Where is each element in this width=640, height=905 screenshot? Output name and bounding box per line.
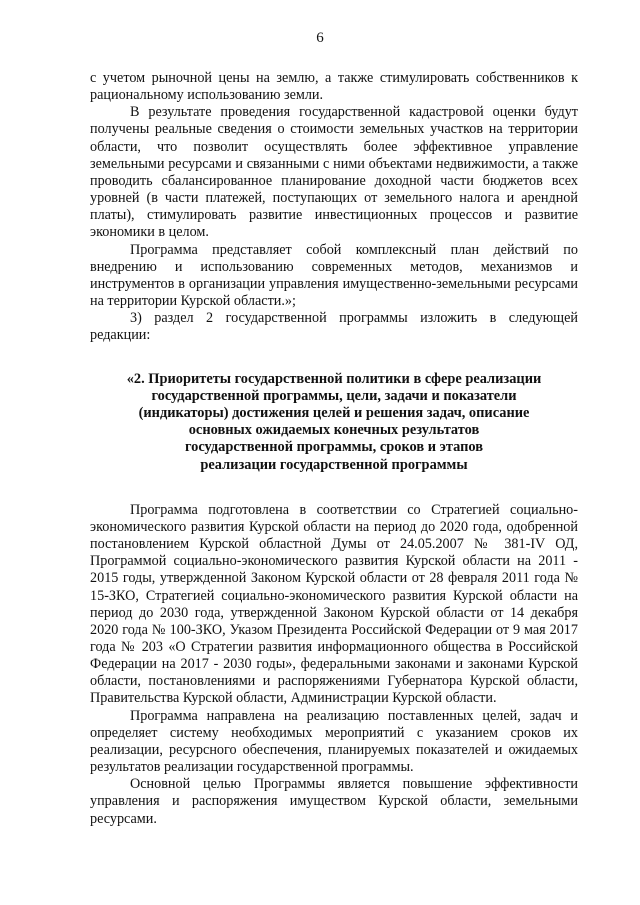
heading-line: государственной программы, цели, задачи и показатели: [151, 387, 517, 404]
section-heading: [90, 371, 578, 474]
paragraph-cadastral-valuation: В результате проведения государственной кадастровой оценки будут получены реальные сведения о стоимости земельных участков на территории области, что позволит осуществлять более эффективное управление земельными ресурсами и связанными с ними объектами недвижимости, а также проводить сбалансированное планирование доходной части бюджетов всех уровней (в части платежей, поступающих от земельного налога и арендной платы), стимулировать развитие инвестиционных процессов и развитие экономики в целом.: [90, 104, 578, 241]
heading-line: государственной программы, сроков и этапов: [184, 439, 484, 456]
document-body: [90, 70, 578, 828]
heading-line: реализации государственной программы: [200, 456, 468, 473]
paragraph-section-amendment: 3) раздел 2 государственной программы изложить в следующей редакции:: [90, 310, 578, 344]
paragraph-program-basis: Программа подготовлена в соответствии со Стратегией социально-экономического развития Курской области на период до 2020 года, одобренной постановлением Курской областной Думы от 24.05.2007 № 381-IV ОД, Программой социально-экономического развития Курской области на 2011 - 2015 годы, утвержденной Законом Курской области от 28 февраля 2011 года № 15-ЗКО, Стратегией социально-экономического развития Курской области на период до 2030 года, утвержденной Законом Курской области от 14 декабря 2020 года № 100-ЗКО, Указом Президента Российской Федерации от 9 мая 2017 года № 203 «О Стратегии развития информационного общества в Российской Федерации на 2017 - 2030 годы», федеральными законами и законами Курской области, постановлениями и распоряжениями Губернатора Курской области, Правительства Курской области, Администрации Курской области.: [90, 501, 578, 707]
paragraph-program-direction: Программа направлена на реализацию поставленных целей, задач и определяет систему необходимых мероприятий с указанием сроков их реализации, ресурсного обеспечения, планируемых показателей и ожидаемых результатов реализации государственной программы.: [90, 707, 578, 776]
heading-line: «2. Приоритеты государственной политики в сфере реализации: [126, 370, 542, 387]
top-paragraphs: [90, 70, 578, 345]
paragraph-main-goal: Основной целью Программы является повышение эффективности управления и распоряжения имуществом Курской области, земельными ресурсами.: [90, 776, 578, 827]
heading-line: (индикаторы) достижения целей и решения задач, описание: [138, 404, 530, 421]
page-number: 6: [316, 30, 324, 46]
paragraph-continuation: с учетом рыночной цены на землю, а также стимулировать собственников к рациональному использованию земли.: [90, 70, 578, 104]
bottom-paragraphs: [90, 502, 578, 828]
paragraph-program-plan: Программа представляет собой комплексный план действий по внедрению и использованию современных методов, механизмов и инструментов в организации управления имущественно-земельными ресурсами на территории Курской области.»;: [90, 241, 578, 310]
heading-line: основных ожидаемых конечных результатов: [188, 422, 480, 439]
